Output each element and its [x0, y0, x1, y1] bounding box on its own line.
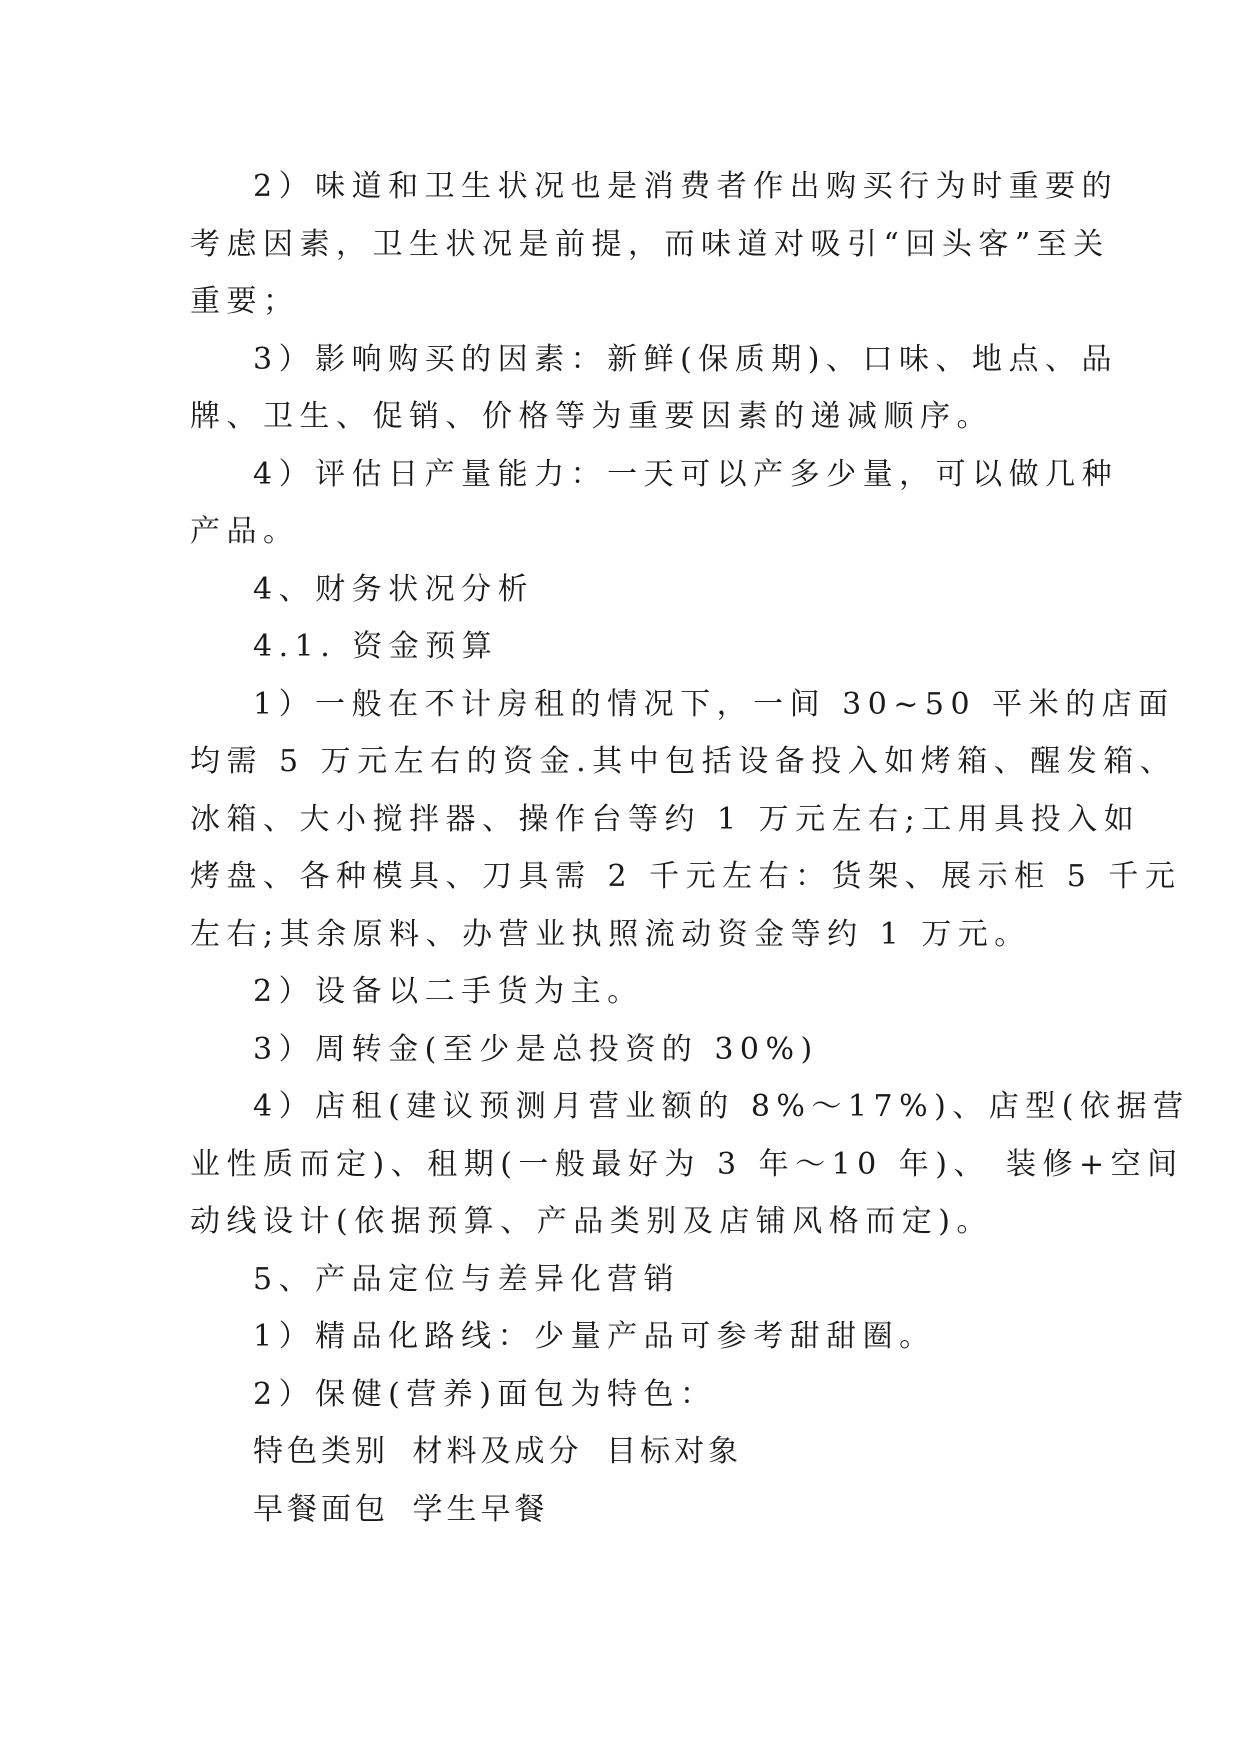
paragraph-line: 左右;其余原料、办营业执照流动资金等约 1 万元。 [190, 916, 1031, 952]
document-body [190, 158, 1190, 1538]
paragraph-line: 牌、卫生、促销、价格等为重要因素的递减顺序。 [190, 399, 993, 434]
paragraph-line: 2）保健(营养)面包为特色： [253, 1376, 717, 1412]
section-heading: 4、财务状况分析 [253, 571, 535, 607]
paragraph-line: 3）影响购买的因素：新鲜(保质期)、口味、地点、品 [253, 341, 1118, 377]
paragraph-line: 4）评估日产量能力：一天可以产多少量，可以做几种 [253, 456, 1119, 492]
paragraph-line: 冰箱、大小搅拌器、操作台等约 1 万元左右;工用具投入如 [190, 801, 1141, 837]
paragraph-line: 4）店租(建议预测月营业额的 8%～17%)、店型(依据营 [253, 1089, 1190, 1124]
paragraph-line: 1）精品化路线：少量产品可参考甜甜圈。 [253, 1319, 936, 1354]
paragraph-line: 考虑因素，卫生状况是前提，而味道对吸引“回头客”至关 [190, 226, 1110, 262]
table-row: 早餐面包 学生早餐 [253, 1491, 549, 1527]
subsection-heading: 4.1. 资金预算 [253, 629, 499, 664]
section-heading: 5、产品定位与差异化营销 [253, 1261, 681, 1297]
paragraph-line: 动线设计(依据预算、产品类别及店铺风格而定)。 [190, 1204, 993, 1239]
table-header-row: 特色类别 材料及成分 目标对象 [253, 1434, 743, 1469]
paragraph-line: 重要； [190, 284, 300, 319]
paragraph-line: 烤盘、各种模具、刀具需 2 千元左右：货架、展示柜 5 千元 [190, 859, 1182, 894]
paragraph-line: 1）一般在不计房租的情况下，一间 30~50 平米的店面 [253, 686, 1175, 722]
paragraph-line: 产品。 [190, 514, 300, 549]
paragraph-line: 业性质而定)、租期(一般最好为 3 年～10 年)、 装修+空间 [190, 1146, 1184, 1182]
paragraph-line: 2）设备以二手货为主。 [253, 974, 644, 1009]
paragraph-line: 2）味道和卫生状况也是消费者作出购买行为时重要的 [253, 169, 1119, 204]
paragraph-line: 均需 5 万元左右的资金.其中包括设备投入如烤箱、醒发箱、 [190, 744, 1177, 779]
paragraph-line: 3）周转金(至少是总投资的 30%) [253, 1031, 819, 1067]
